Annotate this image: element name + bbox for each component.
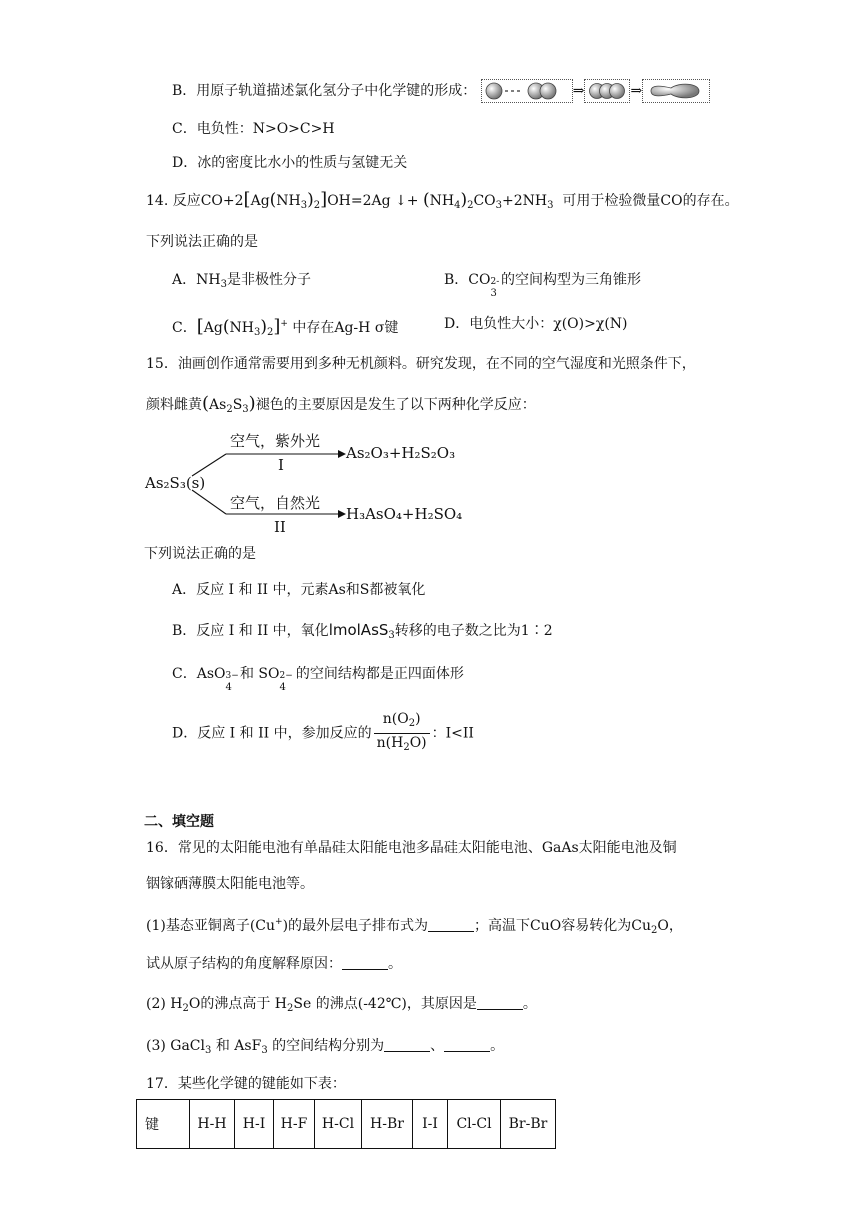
- q14-option-c-pre: C．: [172, 320, 197, 336]
- q16-part-3: (3) GaCl$_3$ 和 AsF$_3$ 的空间结构分别为 、 。: [146, 1038, 505, 1056]
- q15-stem-line2: 颜料雌黄$(As_2S_3)$褪色的主要原因是发生了以下两种化学反应：: [146, 393, 536, 415]
- q14-stem-prefix: 14. 反应: [146, 193, 201, 209]
- q14-stem: 14. 反应$CO+2[Ag(NH_3)_2]OH=2Ag$ ↓+ $(NH_4)_2CO_3+2NH_3$ 可用于检验微量CO的存在。: [146, 189, 739, 211]
- answer-blank[interactable]: [384, 1037, 430, 1052]
- scheme-condition-2: 空气，自然光: [230, 494, 321, 512]
- q15-stem-line2-pre: 颜料雌黄: [146, 397, 202, 413]
- q16-part-1-line2-pre: 试从原子结构的角度解释原因：: [146, 956, 342, 972]
- orbital-arrow-1: ⇒: [572, 83, 585, 99]
- table-cell: H-Br: [362, 1100, 413, 1149]
- q14-option-b: B．CO 2- 3 的空间构型为三角锥形: [444, 272, 641, 299]
- orbital-diagram-separate: [481, 79, 573, 103]
- q16-part-1-mid2: ；高温下CuO容易转化为: [474, 918, 632, 934]
- table-cell: H-Cl: [315, 1100, 362, 1149]
- q13-option-b-label: B．用原子轨道描述氯化氢分子中化学键的形成：: [172, 83, 477, 99]
- answer-blank[interactable]: [428, 917, 474, 932]
- q16-part-1-line2: 试从原子结构的角度解释原因： 。: [146, 956, 402, 972]
- table-cell: Cl-Cl: [448, 1100, 501, 1149]
- table-cell: H-F: [274, 1100, 315, 1149]
- orbital-arrow-2: ⇒: [630, 83, 643, 99]
- q16-part-2-mid: 的沸点高于: [200, 996, 271, 1012]
- scheme-label-2: II: [274, 518, 286, 536]
- q15-stem-line1: 15．油画创作通常需要用到多种无机颜料。研究发现，在不同的空气湿度和光照条件下，: [146, 356, 696, 372]
- q16-part-3-mid: 和: [215, 1038, 230, 1054]
- scheme-condition-1: 空气，紫外光: [230, 432, 321, 450]
- q16-stem-line1: 16．常见的太阳能电池有单晶硅太阳能电池多晶硅太阳能电池、GaAs太阳能电池及铜: [146, 840, 677, 856]
- q14-option-c-post: 中存在Ag-H σ键: [292, 320, 399, 336]
- q14-option-a: A．$NH_3$是非极性分子: [172, 272, 311, 290]
- q13-option-c: C．电负性：N>O>C>H: [172, 121, 335, 137]
- table-cell: Br-Br: [501, 1100, 556, 1149]
- q17-stem: 17．某些化学键的键能如下表：: [146, 1076, 346, 1092]
- q13-option-d: D．冰的密度比水小的性质与氢键无关: [172, 155, 408, 171]
- orbital-diagram-bond: [642, 79, 710, 103]
- q15-option-b: B．反应 I 和 II 中，氧化lmolAsS$_3$转移的电子数之比为1∶2: [172, 621, 553, 641]
- q15-option-d-post: ：I<II: [431, 725, 474, 742]
- answer-blank[interactable]: [342, 955, 388, 970]
- q16-part-1: (1)基态亚铜离子(Cu+)的最外层电子排布式为 ；高温下CuO容易转化为$Cu_2O$，: [146, 917, 683, 936]
- scheme-reactant: As₂S₃(s): [145, 474, 206, 492]
- q14-option-a-pre: A．NH: [172, 272, 221, 288]
- q14-option-d: D．电负性大小：χ(O)>χ(N): [444, 316, 628, 332]
- table-row: [137, 1100, 556, 1149]
- q15-option-b-post: 转移的电子数之比为1∶2: [394, 623, 553, 639]
- q15-option-d-pre: D．反应 I 和 II 中，参加反应的: [172, 725, 372, 742]
- fraction-o2-h2o: $\frac{n(O_2)}{n(H_2O)}$: [374, 710, 430, 757]
- q14-option-c: C．$[Ag(NH_3)_2]^+$ 中存在Ag-H σ键: [172, 316, 399, 338]
- scheme-product-2: H₃AsO₄+H₂SO₄: [346, 505, 463, 523]
- q15-option-c: C．AsO 3− 4 和 SO 2− 4 的空间结构都是正四面体形: [172, 666, 464, 693]
- scheme-product-1: As₂O₃+H₂S₂O₃: [346, 444, 456, 462]
- q15-option-d: [172, 710, 474, 757]
- answer-blank[interactable]: [444, 1037, 490, 1052]
- orbital-s-p-icon: [482, 80, 572, 102]
- q14-stem-suffix: 可用于检验微量CO的存在。: [562, 193, 739, 209]
- q14-option-b-pre: B．: [444, 272, 469, 288]
- q15-option-b-pre: B．反应 I 和 II 中，氧化: [172, 623, 329, 639]
- orbital-sigma-bond-icon: [643, 80, 709, 102]
- answer-blank[interactable]: [477, 995, 523, 1010]
- q15-stem-line2-post: 褪色的主要原因是发生了以下两种化学反应：: [255, 397, 536, 413]
- q16-part-2-post: 的沸点(-42℃)，其原因是: [315, 996, 477, 1012]
- bond-energy-table: [136, 1099, 556, 1149]
- q16-part-1-pre: (1)基态亚铜离子(: [146, 918, 256, 934]
- q15-option-c-post: 的空间结构都是正四面体形: [295, 666, 464, 682]
- q15-stem-line3: 下列说法正确的是: [144, 546, 256, 562]
- table-cell: I-I: [413, 1100, 448, 1149]
- q14-option-a-post: 是非极性分子: [226, 272, 311, 288]
- q15-option-b-mol: lmolAsS: [328, 621, 389, 639]
- q14-option-b-post: 的空间构型为三角锥形: [500, 272, 641, 288]
- orbital-overlap-icon: [585, 80, 629, 102]
- orbital-diagram-overlap: [584, 79, 630, 103]
- q16-part-3-post: 的空间结构分别为: [272, 1038, 385, 1054]
- q13-option-b: [172, 79, 710, 103]
- q16-stem-line2: 铟镓硒薄膜太阳能电池等。: [146, 876, 314, 892]
- q14-stem-line2: 下列说法正确的是: [146, 234, 258, 250]
- table-cell: 键: [137, 1100, 190, 1149]
- scheme-label-1: I: [278, 456, 284, 474]
- q16-part-2: (2) $H_2O$的沸点高于 $H_2Se$ 的沸点(-42℃)，其原因是 。: [146, 996, 537, 1014]
- q15-option-a: A．反应 I 和 II 中，元素As和S都被氧化: [172, 582, 426, 598]
- q16-part-1-mid: )的最外层电子排布式为: [282, 918, 429, 934]
- table-cell: H-I: [235, 1100, 274, 1149]
- table-cell: H-H: [190, 1100, 235, 1149]
- section-title: 二、填空题: [144, 814, 214, 830]
- q15-option-c-mid: 和: [239, 666, 254, 682]
